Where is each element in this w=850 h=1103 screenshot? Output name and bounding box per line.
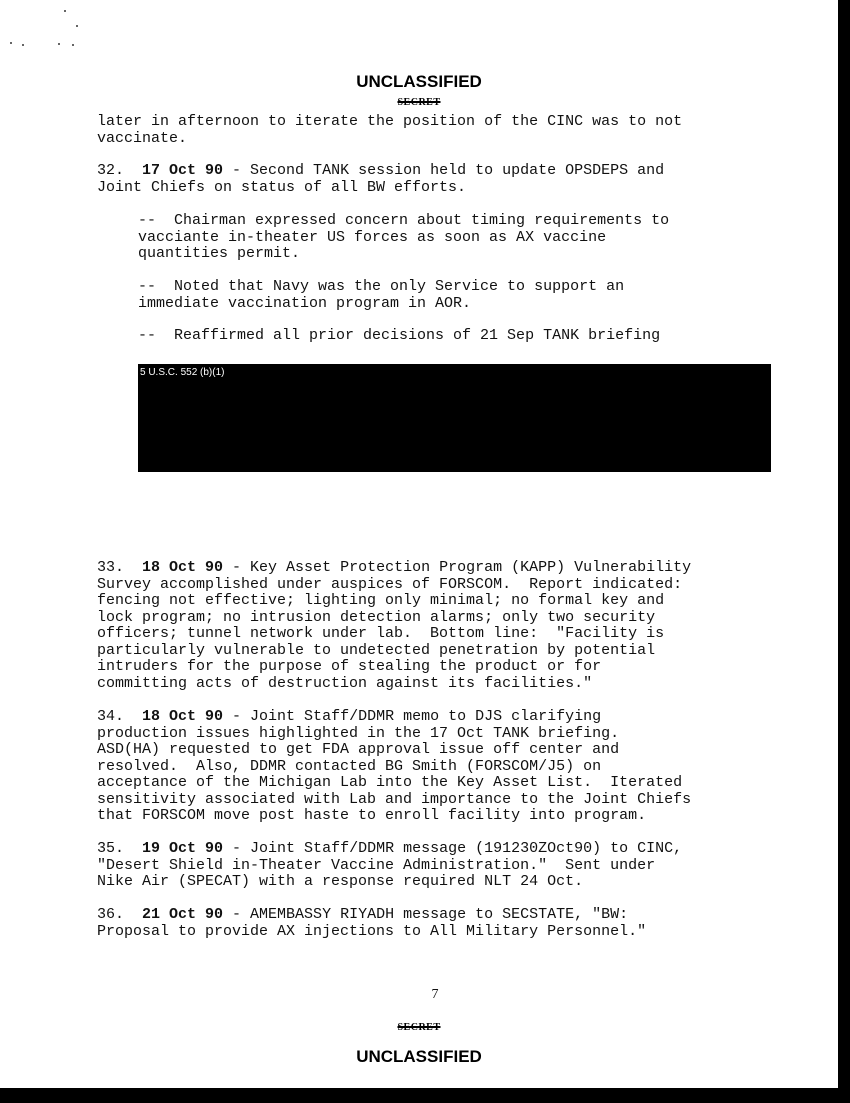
footer-struck-marking: SECRET: [397, 1022, 441, 1033]
paragraph-body: - AMEMBASSY RIYADH message to SECSTATE, "BW: Proposal to provide AX injections to All Military Personnel.": [97, 906, 647, 940]
paragraph-body: - Joint Staff/DDMR memo to DJS clarifying production issues highlighted in the 17 Oct TANK briefing. ASD(HA) requested to get FDA approval issue off center and resolved. Also, DDMR contacted BG Smith (FORSCOM/J5) on acceptance of the Michigan Lab into the Key Asset List. Iterated sensitivity associated with Lab and importance to the Joint Chiefs that FORSCOM move post haste to enroll facility into program.: [97, 708, 692, 824]
paragraph-35: [97, 841, 682, 891]
bullet-item: -- Reaffirmed all prior decisions of 21 Sep TANK briefing: [138, 327, 661, 344]
paragraph-33: [97, 560, 691, 692]
paragraph-number: 36.: [97, 906, 125, 923]
paragraph-date: 21 Oct 90: [142, 906, 224, 923]
paragraph-body: - Second TANK session held to update OPSDEPS and Joint Chiefs on status of all BW efforts.: [97, 162, 665, 196]
paragraph-body: - Key Asset Protection Program (KAPP) Vulnerability Survey accomplished under auspices of FORSCOM. Report indicated: fencing not effective; lighting only minimal; no formal key and lock program; no intrusion detection alarms; only two security officers; tunnel network under lab. Bottom line: "Facility is particularly vulnerable to undetected penetration by potential intruders for the purpose of stealing the product or for committing acts of destruction against its facilities.": [97, 559, 692, 692]
scan-border-bottom: [0, 1088, 850, 1103]
redaction-exemption-label: 5 U.S.C. 552 (b)(1): [140, 367, 225, 378]
scan-speck: [72, 44, 74, 46]
scan-speck: [64, 10, 66, 12]
footer-classification: UNCLASSIFIED: [356, 1047, 482, 1066]
header-classification: UNCLASSIFIED: [356, 72, 482, 91]
scan-speck: [58, 43, 60, 45]
paragraph-number: 35.: [97, 840, 125, 857]
paragraph-36: [97, 907, 646, 940]
bullet-item: -- Noted that Navy was the only Service to support an immediate vaccination program in AOR.: [138, 278, 625, 312]
paragraph-date: 17 Oct 90: [142, 162, 224, 179]
scan-speck: [10, 42, 12, 44]
paragraph-date: 18 Oct 90: [142, 708, 224, 725]
scan-speck: [76, 25, 78, 27]
paragraph-34: [97, 709, 691, 825]
page-number: 7: [431, 987, 439, 1002]
paragraph-date: 19 Oct 90: [142, 840, 224, 857]
bullet-item: -- Chairman expressed concern about timing requirements to vacciante in-theater US forces as soon as AX vaccine quantities permit.: [138, 212, 670, 262]
paragraph-date: 18 Oct 90: [142, 559, 224, 576]
scan-border-right: [838, 0, 850, 1103]
paragraph-number: 34.: [97, 708, 125, 725]
redaction-block: [138, 364, 771, 472]
paragraph-number: 33.: [97, 559, 125, 576]
scan-speck: [22, 44, 24, 46]
header-struck-marking: SECRET: [397, 97, 441, 108]
paragraph-number: 32.: [97, 162, 125, 179]
paragraph-32: [97, 163, 664, 196]
paragraph-31-continuation: later in afternoon to iterate the position of the CINC was to not vaccinate.: [97, 113, 683, 147]
paragraph-body: - Joint Staff/DDMR message (191230ZOct90) to CINC, "Desert Shield in-Theater Vaccine Administration." Sent under Nike Air (SPECAT) with a response required NLT 24 Oct.: [97, 840, 683, 890]
